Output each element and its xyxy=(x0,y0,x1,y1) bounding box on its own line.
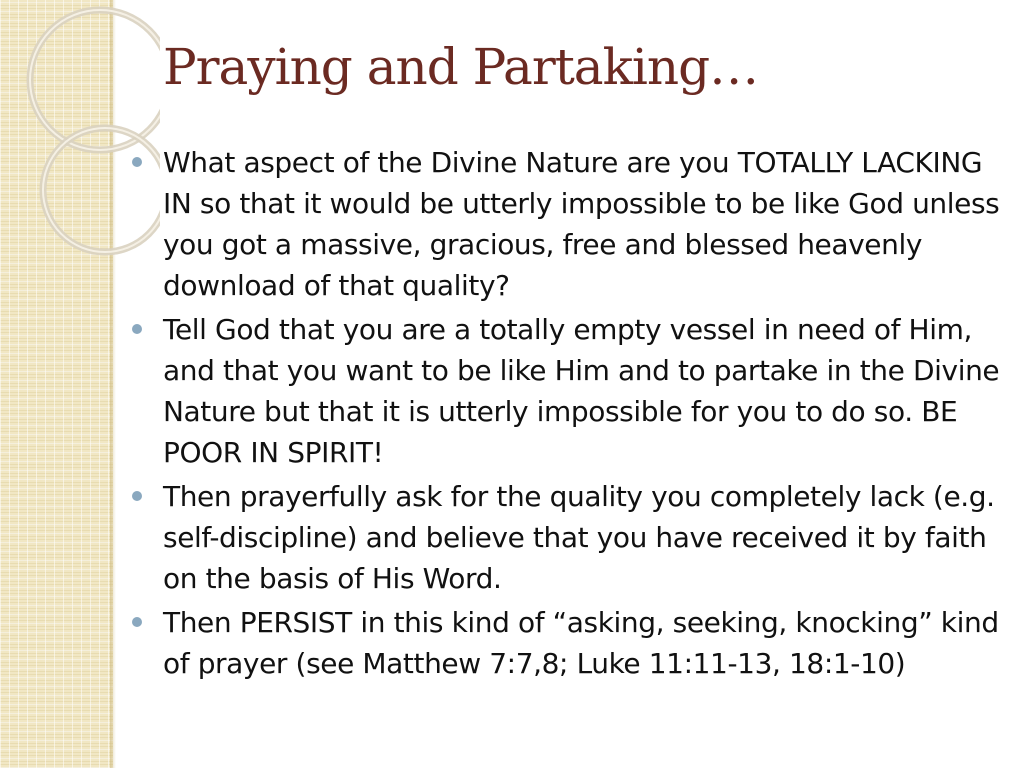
bullet-item xyxy=(130,142,1000,306)
bullet-marker-icon xyxy=(132,617,142,627)
bullet-marker-icon xyxy=(132,324,142,334)
bullet-text: Then prayerfully ask for the quality you completely lack (e.g. self-discipline) and believe that you have received it by faith on the basis of His Word. xyxy=(163,480,995,595)
bullet-item xyxy=(130,309,1000,473)
bullet-list xyxy=(130,142,1000,687)
decorative-side-panel xyxy=(0,0,113,768)
bullet-item xyxy=(130,476,1000,599)
bullet-text: Then PERSIST in this kind of “asking, seeking, knocking” kind of prayer (see Matthew 7:7,8; Luke 11:11-13, 18:1-10) xyxy=(163,606,999,680)
slide-title: Praying and Partaking… xyxy=(163,38,759,96)
side-panel-edge xyxy=(110,0,116,768)
bullet-item xyxy=(130,602,1000,684)
bullet-marker-icon xyxy=(132,157,142,167)
bullet-text: What aspect of the Divine Nature are you TOTALLY LACKING IN so that it would be utterly impossible to be like God unless you got a massive, gracious, free and blessed heavenly download of that quality? xyxy=(163,146,1000,302)
bullet-text: Tell God that you are a totally empty vessel in need of Him, and that you want to be like Him and to partake in the Divine Nature but that it is utterly impossible for you to do so. BE POOR IN SPIRIT! xyxy=(163,313,1000,469)
bullet-marker-icon xyxy=(132,491,142,501)
